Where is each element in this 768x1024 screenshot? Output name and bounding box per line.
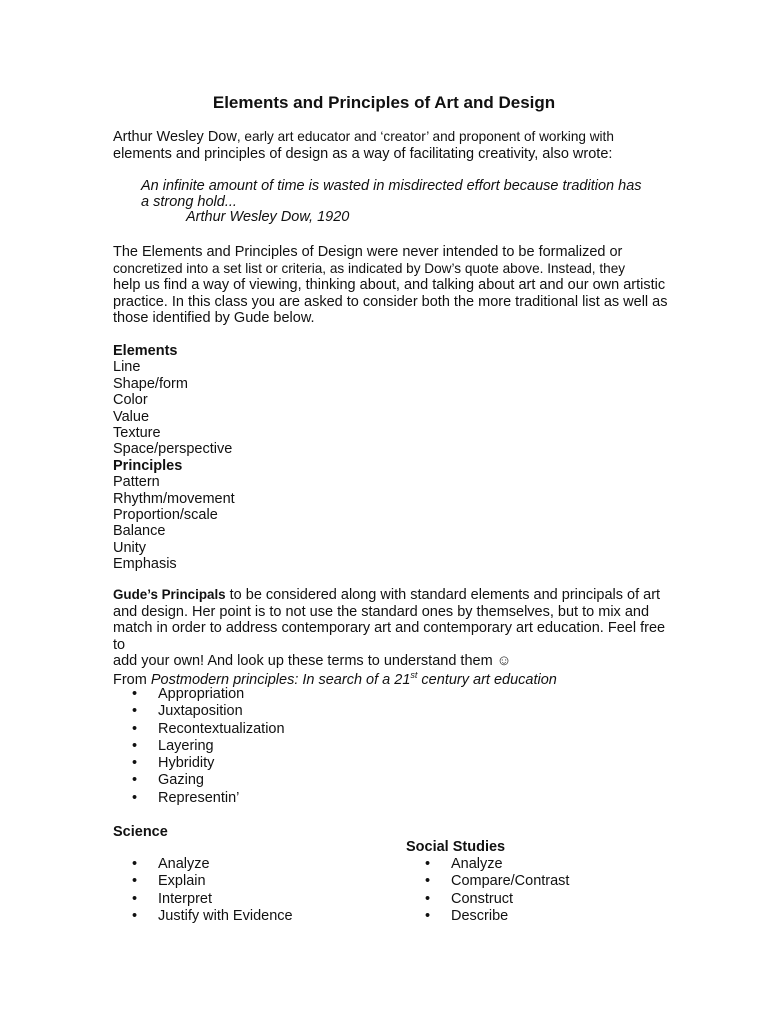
design-paragraph bbox=[113, 244, 673, 327]
para2-line5: those identified by Gude below. bbox=[113, 310, 315, 326]
list-item: • Analyze bbox=[113, 856, 293, 873]
element-item: Value bbox=[113, 408, 150, 425]
source-title-part1: Postmodern principles: In search of a 21 bbox=[150, 671, 411, 688]
list-item: • Juxtaposition bbox=[113, 703, 285, 720]
intro-paragraph bbox=[113, 129, 673, 162]
list-item: • Recontextualization bbox=[113, 721, 285, 738]
principle-item: Pattern bbox=[113, 474, 160, 491]
gude-paragraph bbox=[113, 587, 673, 670]
para2-line1: The Elements and Principles of Design were never intended to be formalized or bbox=[113, 244, 623, 260]
gude-line2: and design. Her point is to not use the standard ones by themselves, but to mix and bbox=[113, 603, 650, 620]
list-item: • Hybridity bbox=[113, 755, 285, 772]
list-item: • Explain bbox=[113, 873, 293, 890]
elements-heading: Elements bbox=[113, 343, 178, 359]
intro-author-name: Arthur Wesley Dow bbox=[113, 129, 237, 145]
list-item: • Describe bbox=[406, 908, 569, 925]
dow-quote bbox=[141, 179, 661, 226]
para2-line4: practice. In this class you are asked to consider both the more traditional list as well as bbox=[113, 293, 668, 310]
list-item: • Construct bbox=[406, 891, 569, 908]
element-item: Space/perspective bbox=[113, 441, 233, 458]
gude-line1-rest: to be considered along with standard elements and principals of art bbox=[225, 587, 661, 603]
gude-line3: match in order to address contemporary art and contemporary art education. Feel free to bbox=[113, 620, 666, 653]
principle-item: Proportion/scale bbox=[113, 507, 218, 524]
list-item: • Layering bbox=[113, 738, 285, 755]
list-item: • Appropriation bbox=[113, 686, 285, 703]
science-heading: Science bbox=[113, 824, 168, 840]
list-item: • Justify with Evidence bbox=[113, 908, 293, 925]
list-item: • Compare/Contrast bbox=[406, 873, 569, 890]
source-title-sup: st bbox=[410, 670, 418, 680]
principle-item: Rhythm/movement bbox=[113, 490, 235, 507]
para2-line2: concretized into a set list or criteria, as indicated by Dow’s quote above. Instead, they bbox=[113, 260, 626, 276]
element-item: Line bbox=[113, 359, 141, 376]
quote-attribution: Arthur Wesley Dow, 1920 bbox=[186, 209, 350, 225]
page-title: Elements and Principles of Art and Design bbox=[212, 93, 556, 112]
list-item: • Representin’ bbox=[113, 790, 285, 807]
element-item: Shape/form bbox=[113, 375, 188, 392]
list-item: • Analyze bbox=[406, 856, 569, 873]
principle-item: Unity bbox=[113, 539, 147, 556]
list-item: • Interpret bbox=[113, 891, 293, 908]
intro-line1-rest: , early art educator and ‘creator’ and proponent of working with bbox=[236, 129, 614, 144]
principle-item: Emphasis bbox=[113, 556, 177, 573]
gude-line4: add your own! And look up these terms to understand them ☺ bbox=[113, 653, 512, 669]
quote-line1: An infinite amount of time is wasted in misdirected effort because tradition has bbox=[141, 178, 642, 194]
element-item: Color bbox=[113, 392, 148, 409]
principle-item: Balance bbox=[113, 523, 166, 540]
social-studies-list bbox=[406, 856, 569, 925]
science-list bbox=[113, 856, 293, 925]
elements-principles-list bbox=[113, 343, 235, 573]
gude-principles-list bbox=[113, 686, 285, 807]
social-studies-heading: Social Studies bbox=[406, 839, 506, 855]
intro-line2: elements and principles of design as a way of facilitating creativity, also wrote: bbox=[113, 145, 613, 162]
para2-line3: help us find a way of viewing, thinking about, and talking about art and our own artistic bbox=[113, 277, 666, 293]
element-item: Texture bbox=[113, 425, 161, 442]
from-prefix: From bbox=[113, 671, 151, 688]
list-item: • Gazing bbox=[113, 772, 285, 789]
gude-heading: Gude’s Principals bbox=[113, 587, 226, 602]
principles-heading: Principles bbox=[113, 457, 183, 474]
quote-line2: a strong hold... bbox=[141, 193, 237, 210]
source-title-part2: century art education bbox=[417, 671, 557, 688]
